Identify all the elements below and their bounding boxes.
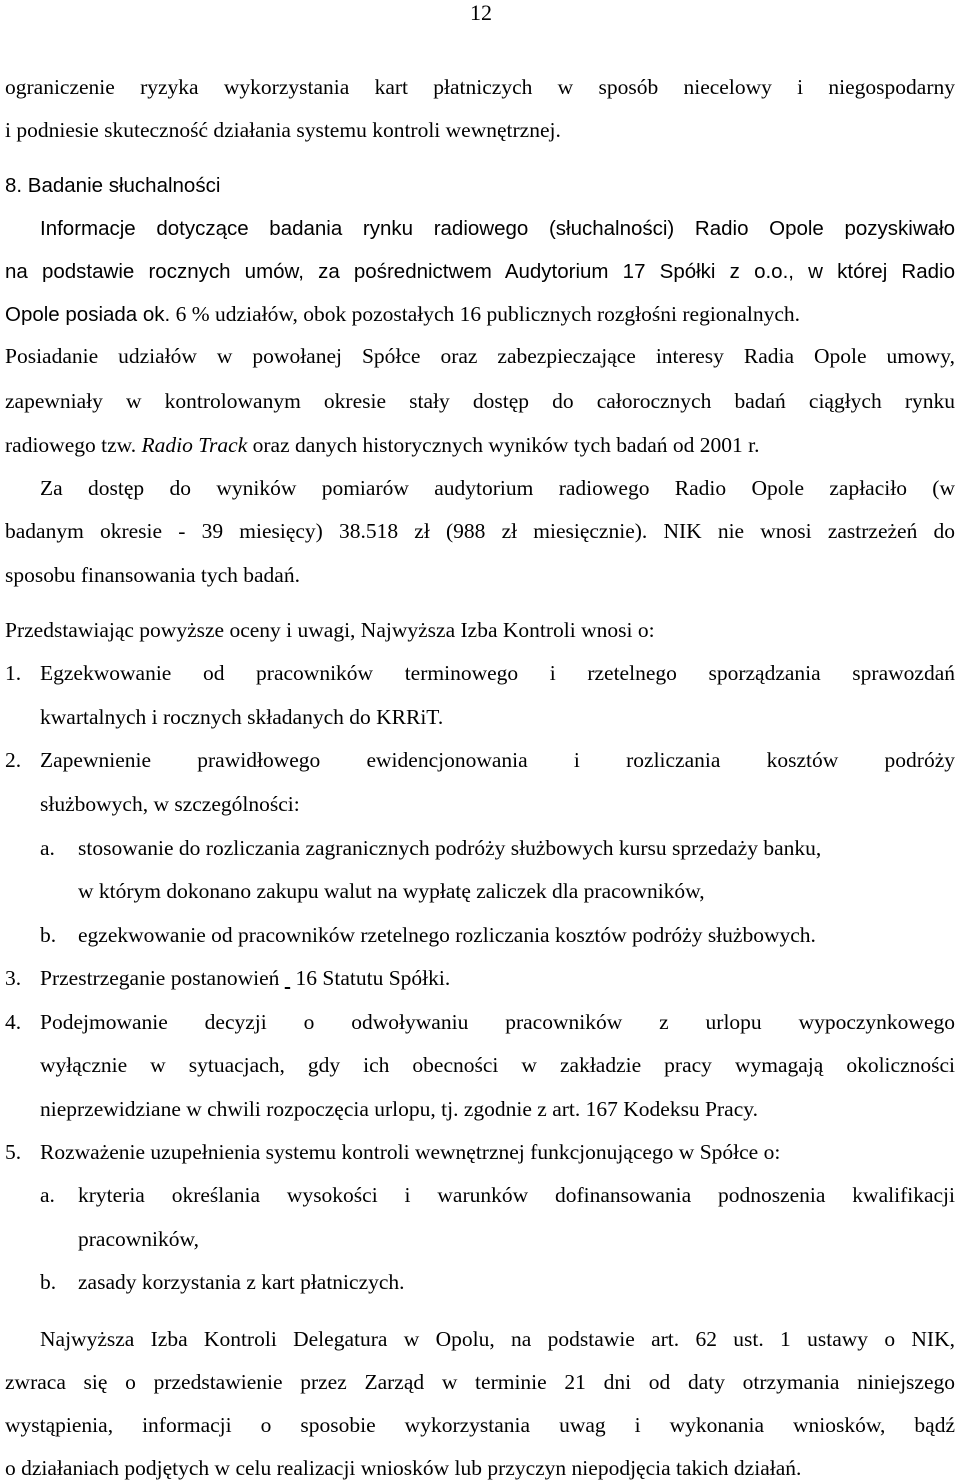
sublist-item-line: kryteria określania wysokości i warunków dofinansowania podnoszenia kwalifikacji	[78, 1183, 955, 1207]
list-item-line: Rozważenie uzupełnienia systemu kontroli wewnętrznej funkcjonującego w Spółce o:	[40, 1140, 781, 1164]
sublist-item-line: pracowników,	[78, 1227, 200, 1251]
sublist-item-line: zasady korzystania z kart płatniczych.	[78, 1270, 405, 1294]
paragraph-text: 6 % udziałów, obok pozostałych 16 publicznych rozgłośni regionalnych.	[170, 302, 800, 326]
list-item-line: służbowych, w szczególności:	[40, 792, 300, 816]
list-item-line: Egzekwowanie od pracowników terminowego i rzetelnego sporządzania sprawozdań	[40, 661, 955, 685]
list-item-text: Przestrzeganie postanowień	[40, 966, 285, 990]
list-item-line: kwartalnych i rocznych składanych do KRRiT.	[40, 705, 444, 729]
list-number: 4.	[5, 1010, 22, 1034]
paragraph-line: Najwyższa Izba Kontroli Delegatura w Opolu, na podstawie art. 62 ust. 1 ustawy o NIK,	[40, 1327, 955, 1351]
list-item-line: Podejmowanie decyzji o odwoływaniu pracowników z urlopu wypoczynkowego	[40, 1010, 955, 1034]
paragraph-line: i podniesie skuteczność działania systemu kontroli wewnętrznej.	[5, 118, 561, 142]
paragraph-line	[5, 299, 955, 330]
paragraph-text: oraz danych historycznych wyników tych badań od 2001 r.	[247, 433, 760, 457]
sublist-letter: b.	[40, 1270, 57, 1294]
paragraph-line: badanym okresie - 39 miesięcy) 38.518 zł (988 zł miesięcznie). NIK nie wnosi zastrzeżeń do	[5, 519, 955, 543]
paragraph-line: Posiadanie udziałów w powołanej Spółce oraz zabezpieczające interesy Radia Opole umowy,	[5, 344, 955, 368]
paragraph-text: Opole posiada ok.	[5, 303, 171, 326]
paragraph-text: radiowego tzw.	[5, 433, 142, 457]
list-number: 5.	[5, 1140, 22, 1164]
section-sign	[285, 966, 290, 990]
conclusions-intro: Przedstawiając powyższe oceny i uwagi, Najwyższa Izba Kontroli wnosi o:	[5, 618, 655, 642]
section-heading: 8. Badanie słuchalności	[5, 174, 221, 197]
list-item-line: Zapewnienie prawidłowego ewidencjonowania i rozliczania kosztów podróży	[40, 748, 955, 772]
list-item-line: nieprzewidziane w chwili rozpoczęcia urlopu, tj. zgodnie z art. 167 Kodeksu Pracy.	[40, 1097, 758, 1121]
sublist-item-line: w którym dokonano zakupu walut na wypłatę zaliczek dla pracowników,	[78, 879, 705, 903]
paragraph-line: na podstawie rocznych umów, za pośrednictwem Audytorium 17 Spółki z o.o., w której Radio	[5, 260, 955, 283]
sublist-letter: a.	[40, 836, 55, 860]
list-number: 3.	[5, 966, 22, 990]
paragraph-line: zapewniały w kontrolowanym okresie stały dostęp do całorocznych badań ciągłych rynku	[5, 389, 955, 413]
paragraph-line: o działaniach podjętych w celu realizacji wniosków lub przyczyn niepodjęcia takich działań.	[5, 1456, 802, 1480]
list-item-line: wyłącznie w sytuacjach, gdy ich obecności w zakładzie pracy wymagają okoliczności	[40, 1053, 955, 1077]
paragraph-line: ograniczenie ryzyka wykorzystania kart płatniczych w sposób niecelowy i niegospodarny	[5, 75, 955, 99]
sublist-letter: a.	[40, 1183, 55, 1207]
sublist-letter: b.	[40, 923, 57, 947]
paragraph-line: Informacje dotyczące badania rynku radiowego (słuchalności) Radio Opole pozyskiwało	[40, 217, 955, 240]
page-number: 12	[470, 0, 492, 25]
paragraph-line: Za dostęp do wyników pomiarów audytorium radiowego Radio Opole zapłaciło (w	[40, 476, 955, 500]
italic-term: Radio Track	[141, 433, 248, 457]
sublist-item-line: stosowanie do rozliczania zagranicznych podróży służbowych kursu sprzedaży banku,	[78, 836, 822, 860]
paragraph-line	[5, 430, 955, 460]
sublist-item-line: egzekwowanie od pracowników rzetelnego rozliczania kosztów podróży służbowych.	[78, 923, 816, 947]
paragraph-line: zwraca się o przedstawienie przez Zarząd w terminie 21 dni od daty otrzymania niniejszego	[5, 1370, 955, 1394]
list-item-line	[40, 963, 955, 993]
paragraph-line: sposobu finansowania tych badań.	[5, 563, 300, 587]
list-number: 2.	[5, 748, 22, 772]
paragraph-line: wystąpienia, informacji o sposobie wykorzystania uwag i wykonania wniosków, bądź	[5, 1413, 955, 1437]
list-item-text: 16 Statutu Spółki.	[295, 966, 451, 990]
list-number: 1.	[5, 661, 22, 685]
